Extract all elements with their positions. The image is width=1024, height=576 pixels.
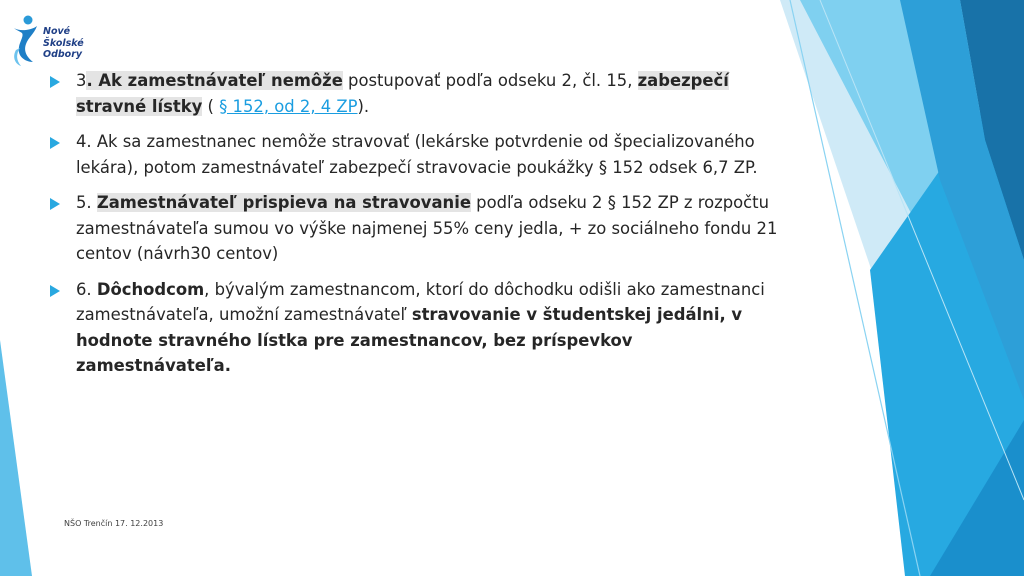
logo-line: Školské [43, 37, 84, 49]
bullet-item-4: 4. Ak sa zamestnanec nemôže stravovať (lekárske potvrdenie od špecializovaného lekára), potom zamestnávateľ zabezpečí stravovacie poukážky § 152 odsek 6,7 ZP. [50, 129, 780, 180]
bullet-arrow-icon [50, 137, 60, 149]
left-edge-shape [0, 340, 32, 576]
footer-text: NŠO Trenčín 17. 12.2013 [64, 519, 164, 528]
logo-line: Nové [43, 26, 71, 37]
logo-figure-icon [10, 14, 40, 68]
bullet-arrow-icon [50, 285, 60, 297]
bullet-arrow-icon [50, 76, 60, 88]
logo [10, 12, 120, 68]
bullet-arrow-icon [50, 198, 60, 210]
bullet-item-5: 5. Zamestnávateľ prispieva na stravovanie podľa odseku 2 § 152 ZP z rozpočtu zamestnávateľa sumou vo výške najmenej 55% ceny jedla, + zo sociálneho fondu 21 centov (návrh30 centov) [50, 190, 780, 267]
logo-line: Odbory [43, 49, 83, 60]
bullet-item-3: 3. Ak zamestnávateľ nemôže postupovať podľa odseku 2, čl. 15, zabezpečí stravné lístky ( § 152, od 2, 4 ZP). [50, 68, 780, 119]
logo-text [43, 26, 84, 61]
bullet-list [50, 68, 780, 389]
law-link[interactable]: § 152, od 2, 4 ZP [219, 96, 358, 116]
bullet-item-6: 6. Dôchodcom, bývalým zamestnancom, ktorí do dôchodku odišli ako zamestnanci zamestnávateľa, umožní zamestnávateľ stravovanie v študentskej jedálni, v hodnote stravného lístka pre zamestnancov, bez príspevkov zamestnávateľa. [50, 277, 780, 379]
